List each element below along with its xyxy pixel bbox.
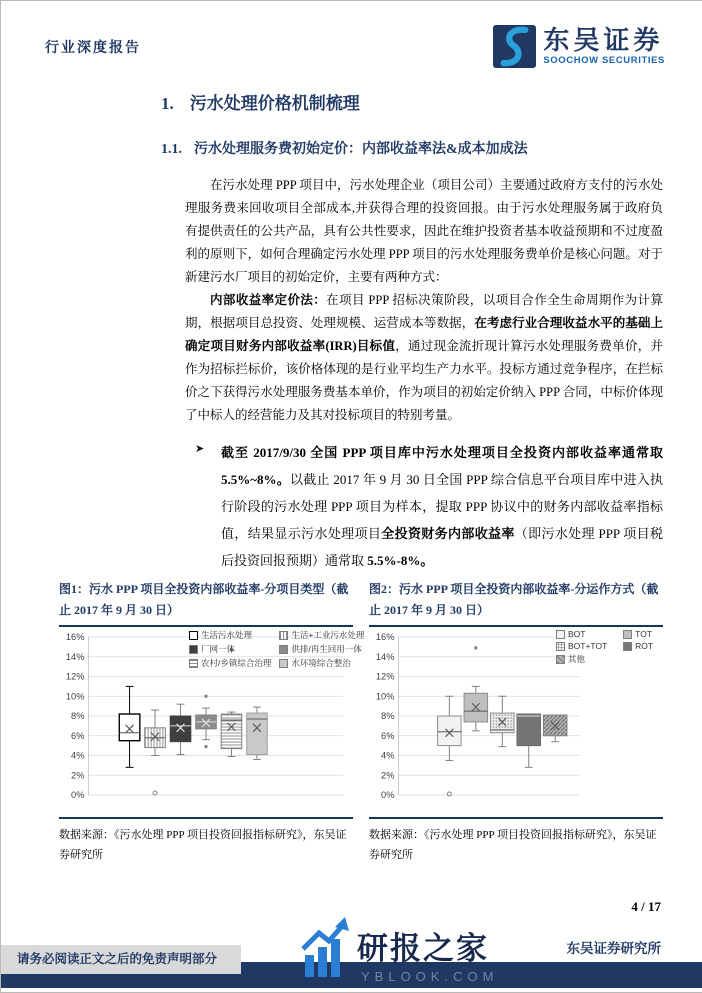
svg-text:4%: 4% bbox=[381, 749, 395, 761]
watermark-text-cn: 研报之家 bbox=[357, 931, 489, 966]
brand-logo bbox=[493, 25, 665, 68]
figure-2-legend bbox=[556, 629, 661, 665]
svg-text:8%: 8% bbox=[71, 710, 85, 722]
legend-label: BOT+TOT bbox=[568, 641, 608, 651]
subsection-number: 1.1. bbox=[161, 142, 182, 157]
legend-item bbox=[279, 657, 364, 669]
legend-label: 生活污水处理 bbox=[201, 630, 253, 640]
soochow-logo-icon bbox=[493, 25, 536, 68]
svg-text:2%: 2% bbox=[381, 769, 395, 781]
svg-text:6%: 6% bbox=[71, 729, 85, 741]
figure-1-legend bbox=[189, 629, 365, 669]
figure-1-source: 数据来源：《污水处理 PPP 项目投资回报指标研究》，东吴证券研究所 bbox=[59, 829, 347, 861]
watermark bbox=[299, 915, 498, 984]
bullet-point bbox=[195, 439, 663, 574]
legend-item bbox=[556, 629, 615, 639]
page-number: 4 / 17 bbox=[631, 899, 661, 914]
figure-1-chart-area bbox=[59, 627, 365, 819]
legend-item bbox=[189, 629, 271, 641]
bullet-arrow-icon: ➤ bbox=[195, 443, 205, 455]
legend-swatch bbox=[279, 631, 288, 640]
svg-text:0%: 0% bbox=[381, 789, 395, 801]
subsection-title-text: 污水处理服务费初始定价：内部收益率法&成本加成法 bbox=[194, 142, 528, 157]
svg-text:0%: 0% bbox=[71, 789, 85, 801]
legend-label: 水环境综合整治 bbox=[291, 658, 351, 668]
legend-swatch bbox=[279, 645, 288, 654]
figures-row bbox=[59, 579, 663, 865]
figure-1-title: 图1：污水 PPP 项目全投资内部收益率-分项目类型（截止 2017 年 9 月 30 日） bbox=[59, 579, 353, 627]
watermark-text-en: YBLOOK.COM bbox=[361, 969, 499, 984]
legend-label: ROT bbox=[635, 641, 654, 651]
figure-2-chart-area bbox=[369, 627, 663, 819]
legend-item bbox=[279, 629, 364, 641]
brand-text bbox=[543, 27, 665, 66]
legend-swatch bbox=[189, 631, 198, 640]
svg-text:2%: 2% bbox=[71, 769, 85, 781]
section-number: 1. bbox=[161, 94, 174, 113]
brand-name-en: SOOCHOW SECURITIES bbox=[543, 55, 665, 66]
institute-label: 东吴证券研究所 bbox=[566, 941, 661, 956]
legend-item bbox=[556, 641, 615, 651]
brand-name-cn: 东吴证券 bbox=[543, 26, 664, 55]
legend-label: TOT bbox=[635, 629, 652, 639]
figure-1 bbox=[59, 579, 365, 865]
legend-item bbox=[189, 643, 271, 655]
svg-text:14%: 14% bbox=[375, 650, 395, 662]
legend-swatch bbox=[623, 630, 632, 639]
report-body bbox=[161, 89, 663, 574]
svg-text:12%: 12% bbox=[375, 670, 395, 682]
legend-item bbox=[623, 629, 661, 639]
watermark-text bbox=[357, 915, 498, 984]
legend-item bbox=[556, 653, 615, 665]
legend-label: 农村/乡镇综合治理 bbox=[201, 658, 272, 668]
legend-swatch bbox=[556, 642, 565, 651]
legend-label: 厂网一体 bbox=[201, 644, 236, 654]
svg-text:10%: 10% bbox=[375, 690, 395, 702]
svg-text:4%: 4% bbox=[71, 749, 85, 761]
svg-text:8%: 8% bbox=[381, 710, 395, 722]
paragraph-irr-method: 内部收益率定价法：在项目 PPP 招标决策阶段，以项目合作全生命周期作为计算期，根据项目总投资、处理规模、运营成本等数据，在考虑行业合理收益水平的基础上确定项目财务内部收益率(IRR)目标值，通过现金流折现计算污水处理服务费单价，并作为招标拦标价，该价格体现的是行业平均生产力水平。投标方通过竞争程序，在拦标价之下获得污水处理服务费基本单价，作为项目的初始定价纳入 PPP 合同，中标价体现了中标人的经营能力及其对投标项目的特别考量。 bbox=[185, 293, 663, 422]
report-type-label: 行业深度报告 bbox=[45, 41, 141, 56]
watermark-chart-icon bbox=[299, 915, 351, 979]
legend-swatch bbox=[556, 655, 565, 664]
figure-2-title: 图2：污水 PPP 项目全投资内部收益率-分运作方式（截止 2017 年 9 月 30 日） bbox=[369, 579, 663, 627]
legend-swatch bbox=[556, 630, 565, 639]
legend-label: 其他 bbox=[568, 654, 586, 664]
legend-item bbox=[189, 657, 271, 669]
svg-text:6%: 6% bbox=[381, 729, 395, 741]
svg-text:12%: 12% bbox=[65, 670, 85, 682]
legend-swatch bbox=[189, 645, 198, 654]
legend-swatch bbox=[189, 659, 198, 668]
figure-2 bbox=[369, 579, 663, 865]
legend-item bbox=[279, 643, 364, 655]
subsection-title bbox=[161, 138, 663, 158]
legend-swatch bbox=[279, 659, 288, 668]
legend-label: 供排/再生回用一体 bbox=[291, 644, 362, 654]
section-title bbox=[161, 89, 663, 114]
legend-label: BOT bbox=[568, 629, 586, 639]
section-title-text: 污水处理价格机制梳理 bbox=[189, 94, 360, 113]
svg-text:16%: 16% bbox=[65, 631, 85, 643]
legend-swatch bbox=[623, 642, 632, 651]
svg-text:10%: 10% bbox=[65, 690, 85, 702]
svg-text:14%: 14% bbox=[65, 650, 85, 662]
paragraph-intro: 在污水处理 PPP 项目中，污水处理企业（项目公司）主要通过政府方支付的污水处理服务费来回收项目全部成本,并获得合理的投资回报。由于污水处理服务属于政府负有提供责任的公共产品，具有公共性要求，因此在维护投资者基本收益预期和不过度盈利的原则下，如何合理确定污水处理 PPP 项目的污水处理服务费单价是核心问题。对于新建污水厂项目的初始定价，主要有两种方式： bbox=[185, 178, 663, 284]
disclaimer-note: 请务必阅读正文之后的免责声明部分 bbox=[1, 945, 241, 974]
svg-text:16%: 16% bbox=[375, 631, 395, 643]
page-header bbox=[45, 25, 665, 68]
legend-item bbox=[623, 641, 661, 651]
bullet-text: 截至 2017/9/30 全国 PPP 项目库中污水处理项目全投资内部收益率通常取 5.5%~8%。以截止 2017 年 9 月 30 日全国 PPP 综合信息平台项目库中进入执行阶段的污水处理 PPP 项目为样本，提取 PPP 协议中的财务内部收益率指标值，结果显示污水处理项目全投资财务内部收益率（即污水处理 PPP 项目税后投资回报预期）通常取 5.5%-8%。 bbox=[221, 445, 663, 568]
figure-2-source: 数据来源：《污水处理 PPP 项目投资回报指标研究》，东吴证券研究所 bbox=[369, 829, 657, 861]
legend-label: 生活+工业污水处理 bbox=[291, 630, 365, 640]
